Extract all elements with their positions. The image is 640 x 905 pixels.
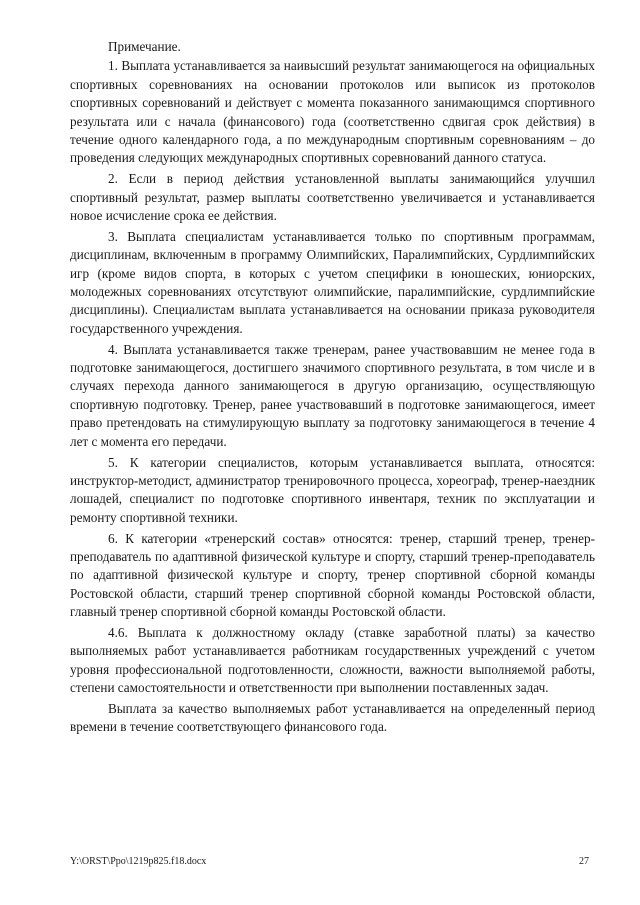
- paragraph-note-3: 3. Выплата специалистам устанавливается только по спортивным программам, дисциплинам, включенным в программу Олимпийских, Паралимпийских, Сурдлимпийских игр (кроме видов спорта, в которых с учетом специфики в юношеских, юниорских, молодежных соревнованиях отсутствуют олимпийские, паралимпийские, сурдлимпийские дисциплины). Специалистам выплата устанавливается на основании приказа руководителя государственного учреждения.: [70, 228, 595, 336]
- note-heading: Примечание.: [108, 39, 181, 54]
- paragraph-note-6: 6. К категории «тренерский состав» относятся: тренер, старший тренер, тренер-преподаватель по адаптивной физической культуре и спорту, старший тренер-преподаватель по адаптивной физической культуре и спорту, тренер спортивной сборной команды Ростовской области, старший тренер спортивной сборной команды Ростовской области, главный тренер спортивной сборной команды Ростовской области.: [70, 530, 595, 620]
- paragraph-note-2: 2. Если в период действия установленной выплаты занимающийся улучшил спортивный результат, размер выплаты соответственно увеличивается и устанавливается новое исчисление срока ее действия.: [70, 171, 595, 224]
- document-body: [70, 38, 595, 739]
- paragraph-note-4: 4. Выплата устанавливается также тренерам, ранее участвовавшим не менее года в подготовке занимающегося, достигшего значимого спортивного результата, в том числе и в случаях перехода данного занимающегося в другую организацию, осуществляющую спортивную подготовку. Тренер, ранее участвовавший в подготовке занимающегося, имеет право претендовать на стимулирующую выплату за подготовку занимающегося в течение 4 лет с момента его передачи.: [70, 341, 595, 449]
- paragraph-quality-period: Выплата за качество выполняемых работ устанавливается на определенный период времени в течение соответствующего финансового года.: [70, 700, 595, 735]
- paragraph-note-1: 1. Выплата устанавливается за наивысший результат занимающегося на официальных спортивных соревнованиях на основании протоколов или выписок из протоколов спортивных соревнований и действует с момента показанного занимающимся спортивного результата или с начала (финансового) года (соответственно сдвигая срок действия) в течение одного календарного года, а по международным спортивным соревнованиям – до проведения следующих международных спортивных соревнований данного статуса.: [70, 58, 595, 166]
- footer-page-number: 27: [579, 856, 589, 867]
- paragraph-note-5: 5. К категории специалистов, которым устанавливается выплата, относятся: инструктор-методист, администратор тренировочного процесса, хореограф, тренер-наездник лошадей, специалист по подготовке спортивного инвентаря, техник по эксплуатации и ремонту спортивной техники.: [70, 454, 595, 525]
- footer-file-path: Y:\ORST\Ppo\1219p825.f18.docx: [70, 856, 207, 867]
- paragraph-section-4-6: 4.6. Выплата к должностному окладу (ставке заработной платы) за качество выполняемых работ устанавливается работникам государственных учреждений с учетом уровня профессиональной подготовленности, сложности, важности выполняемой работы, степени самостоятельности и ответственности при выполнении поставленных задач.: [70, 624, 595, 696]
